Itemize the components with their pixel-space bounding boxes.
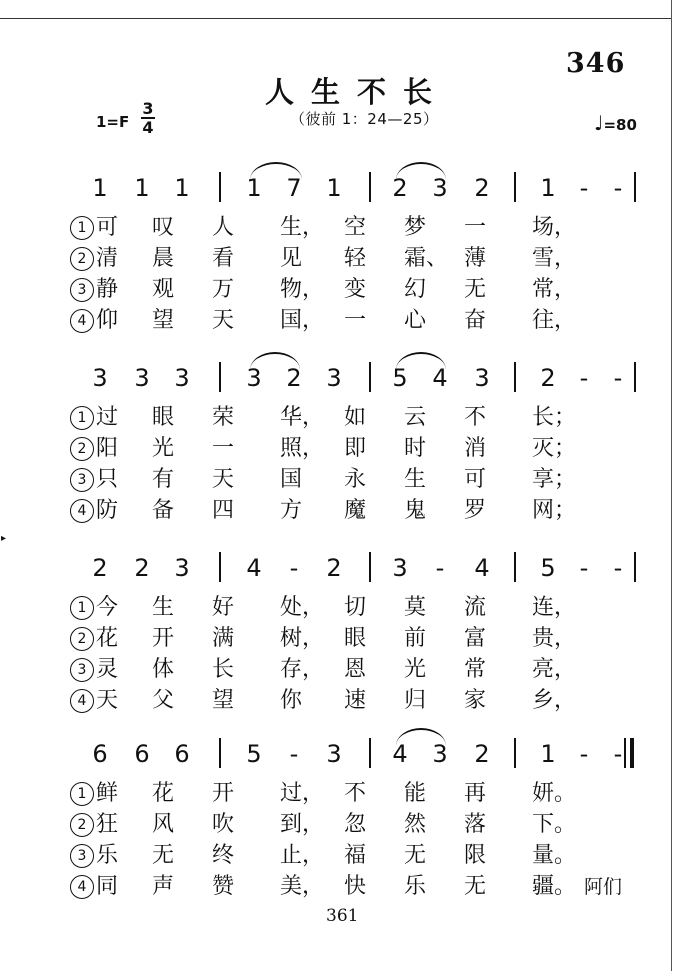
lyric-syllable: 国， [280,308,325,333]
note: 5 [246,740,262,768]
note: 1 [92,174,108,202]
lyric-syllable: 看 [212,246,235,271]
hymn-title: 人生不长 [265,75,450,109]
slur [396,352,446,370]
lyric-syllable: 观 [152,277,175,302]
lyric-syllable: 常， [532,277,577,302]
lyric-syllable: 晨 [152,246,175,271]
lyric-line-verse-3 [0,466,672,494]
bar-line [219,552,221,582]
final-bar-thin [624,738,626,768]
lyric-syllable: 无 [464,277,487,302]
page-number: 361 [326,906,359,926]
bar-line [514,738,516,768]
lyric-syllable: 眼 [152,405,175,430]
lyric-syllable: 贵， [532,626,577,651]
lyric-line-verse-1 [0,214,672,242]
lyric-syllable: 恩 [344,657,367,682]
bar-line [634,362,636,392]
lyric-syllable: 罗 [464,498,487,523]
lyric-syllable: 享； [532,467,577,492]
lyric-syllable: 连， [532,595,577,620]
lyric-syllable: 富 [464,626,487,651]
note: 6 [174,740,190,768]
lyric-syllable: 乐 [404,874,427,899]
note: 3 [432,174,448,202]
key-signature: 1=F [96,113,130,131]
lyric-line-verse-2 [0,625,672,653]
lyric-syllable: 一 [464,215,487,240]
staff-system-1 [0,168,672,208]
lyric-syllable: 方 [280,498,303,523]
verse-number: 4 [70,499,94,523]
lyric-syllable: 切 [344,595,367,620]
time-signature-bottom: 4 [142,118,154,137]
note: 3 [326,364,342,392]
lyric-syllable: 阳 [96,436,119,461]
note: 7 [286,174,302,202]
lyric-syllable: 鬼 [404,498,427,523]
lyric-syllable: 人 [212,215,235,240]
lyric-syllable: 灭； [532,436,577,461]
note: 6 [134,740,150,768]
bar-line [369,552,371,582]
lyric-syllable: 生 [152,595,175,620]
bar-line [514,172,516,202]
note: 3 [474,364,490,392]
lyric-syllable: 流 [464,595,487,620]
lyric-syllable: 灵 [96,657,119,682]
lyric-syllable: 光 [404,657,427,682]
verse-number: 3 [70,278,94,302]
note: 1 [326,174,342,202]
lyric-syllable: 风 [152,812,175,837]
lyric-syllable: 往， [532,308,577,333]
bar-line [219,738,221,768]
lyric-line-verse-3 [0,842,672,870]
verse-number: 2 [70,813,94,837]
note: 2 [540,364,556,392]
verse-number: 4 [70,875,94,899]
lyric-syllable: 不 [464,405,487,430]
lyric-syllable: 到， [280,812,325,837]
lyric-syllable: 即 [344,436,367,461]
lyric-syllable: 望 [152,308,175,333]
note: - [613,174,623,202]
staff-system-3 [0,548,672,588]
note: 2 [392,174,408,202]
lyric-syllable: 妍。 [532,781,577,806]
lyric-syllable: 防 [96,498,119,523]
note: - [613,364,623,392]
lyric-line-verse-2 [0,811,672,839]
quarter-note-icon: ♩ [594,111,604,135]
verse-number: 2 [70,437,94,461]
note: 3 [326,740,342,768]
lyric-syllable: 下。 [532,812,577,837]
lyric-syllable: 生 [404,467,427,492]
time-signature-top: 3 [142,99,154,118]
note: 3 [392,554,408,582]
lyric-syllable: 照， [280,436,325,461]
lyric-syllable: 梦 [404,215,427,240]
lyric-syllable: 无 [404,843,427,868]
lyric-syllable: 美， [280,874,325,899]
note: 1 [134,174,150,202]
bar-line [369,362,371,392]
lyric-syllable: 望 [212,688,235,713]
lyric-syllable: 薄 [464,246,487,271]
lyric-syllable: 雪， [532,246,577,271]
note: 4 [474,554,490,582]
lyric-syllable: 狂 [96,812,119,837]
lyric-syllable: 长 [212,657,235,682]
verse-number: 3 [70,468,94,492]
staff-system-2 [0,358,672,398]
final-bar-thick [630,738,634,768]
lyric-syllable: 时 [404,436,427,461]
lyric-syllable: 体 [152,657,175,682]
lyric-syllable: 开 [152,626,175,651]
lyric-syllable: 归 [404,688,427,713]
note: 4 [432,364,448,392]
lyric-syllable: 赞 [212,874,235,899]
lyric-syllable: 前 [404,626,427,651]
note: 2 [286,364,302,392]
lyric-syllable: 忽 [344,812,367,837]
lyric-syllable: 速 [344,688,367,713]
note: 2 [92,554,108,582]
lyric-syllable: 乐 [96,843,119,868]
note: - [435,554,445,582]
lyric-syllable: 量。 [532,843,577,868]
bar-line [219,172,221,202]
lyric-syllable: 仰 [96,308,119,333]
lyric-syllable: 声 [152,874,175,899]
lyric-syllable: 可 [96,215,119,240]
lyric-syllable: 然 [404,812,427,837]
scripture-reference: （彼前 1：24—25） [290,110,439,128]
verse-number: 2 [70,627,94,651]
lyric-syllable: 只 [96,467,119,492]
lyric-syllable: 限 [464,843,487,868]
lyric-syllable: 叹 [152,215,175,240]
lyric-syllable: 空 [344,215,367,240]
note: 1 [540,174,556,202]
bar-line [634,172,636,202]
verse-number: 1 [70,596,94,620]
tempo-marking [594,111,637,135]
note: - [579,364,589,392]
lyric-syllable: 莫 [404,595,427,620]
lyric-syllable: 心 [404,308,427,333]
lyric-line-verse-1 [0,594,672,622]
lyric-syllable: 变 [344,277,367,302]
note: 5 [392,364,408,392]
lyric-syllable: 亮， [532,657,577,682]
note: 1 [246,174,262,202]
lyric-syllable: 轻 [344,246,367,271]
bar-line [514,362,516,392]
lyric-syllable: 奋 [464,308,487,333]
lyric-syllable: 天 [212,308,235,333]
note: 5 [540,554,556,582]
lyric-line-verse-3 [0,656,672,684]
lyric-syllable: 你 [280,688,303,713]
bar-line [369,738,371,768]
bar-line [219,362,221,392]
lyric-syllable: 不 [344,781,367,806]
note: - [613,740,623,768]
lyric-syllable: 一 [344,308,367,333]
lyric-syllable: 快 [344,874,367,899]
lyric-syllable: 国 [280,467,303,492]
note: - [289,554,299,582]
time-signature [141,101,155,135]
lyric-syllable: 花 [96,626,119,651]
lyric-syllable: 开 [212,781,235,806]
note: 2 [134,554,150,582]
lyric-syllable: 一 [212,436,235,461]
top-border [0,18,672,19]
lyric-syllable: 魔 [344,498,367,523]
lyric-line-verse-4 [0,687,672,715]
lyric-syllable: 万 [212,277,235,302]
note: 3 [174,364,190,392]
lyric-syllable: 幻 [404,277,427,302]
lyric-syllable: 家 [464,688,487,713]
lyric-syllable: 常 [464,657,487,682]
lyric-syllable: 过 [96,405,119,430]
verse-number: 4 [70,309,94,333]
note: - [579,554,589,582]
note: 3 [174,554,190,582]
note: 2 [326,554,342,582]
note: 2 [474,174,490,202]
note: 6 [92,740,108,768]
verse-number: 3 [70,844,94,868]
verse-number: 1 [70,782,94,806]
lyric-line-verse-4 [0,307,672,335]
lyric-syllable: 云 [404,405,427,430]
note: 3 [134,364,150,392]
lyric-syllable: 父 [152,688,175,713]
lyric-line-verse-4 [0,497,672,525]
lyric-line-verse-4 [0,873,672,901]
lyric-syllable: 存， [280,657,325,682]
lyric-line-verse-1 [0,780,672,808]
note: - [579,174,589,202]
note: - [289,740,299,768]
amen-text: 阿们 [584,876,623,898]
lyric-syllable: 眼 [344,626,367,651]
note: - [579,740,589,768]
lyric-syllable: 网； [532,498,577,523]
slur [396,728,446,746]
lyric-syllable: 福 [344,843,367,868]
lyric-syllable: 过， [280,781,325,806]
lyric-syllable: 天 [212,467,235,492]
lyric-line-verse-2 [0,245,672,273]
lyric-syllable: 树， [280,626,325,651]
lyric-line-verse-2 [0,435,672,463]
staff-system-4 [0,734,672,774]
lyric-syllable: 无 [464,874,487,899]
lyric-syllable: 见 [280,246,303,271]
lyric-syllable: 满 [212,626,235,651]
lyric-syllable: 消 [464,436,487,461]
lyric-syllable: 华， [280,405,325,430]
lyric-syllable: 吹 [212,812,235,837]
verse-number: 2 [70,247,94,271]
lyric-syllable: 乡， [532,688,577,713]
slur [250,162,302,180]
note: 4 [246,554,262,582]
lyric-line-verse-3 [0,276,672,304]
bar-line [369,172,371,202]
lyric-syllable: 四 [212,498,235,523]
lyric-syllable: 永 [344,467,367,492]
hymn-number: 346 [566,48,626,79]
verse-number: 1 [70,406,94,430]
lyric-syllable: 备 [152,498,175,523]
lyric-syllable: 落 [464,812,487,837]
lyric-syllable: 好 [212,595,235,620]
lyric-syllable: 霜、 [404,246,449,271]
note: 3 [92,364,108,392]
lyric-syllable: 静 [96,277,119,302]
note: - [613,554,623,582]
verse-number: 4 [70,689,94,713]
note: 1 [174,174,190,202]
lyric-syllable: 长； [532,405,577,430]
lyric-syllable: 处， [280,595,325,620]
lyric-syllable: 鲜 [96,781,119,806]
note: 3 [432,740,448,768]
bar-line [514,552,516,582]
note: 3 [246,364,262,392]
slur [250,352,300,370]
lyric-syllable: 生， [280,215,325,240]
note: 2 [474,740,490,768]
lyric-syllable: 荣 [212,405,235,430]
tempo-value: =80 [603,116,637,134]
lyric-syllable: 疆。 [532,874,577,899]
bar-line [634,552,636,582]
lyric-syllable: 花 [152,781,175,806]
lyric-syllable: 如 [344,405,367,430]
lyric-syllable: 有 [152,467,175,492]
lyric-syllable: 再 [464,781,487,806]
slur [396,162,446,180]
margin-mark: ▸ [1,533,7,544]
note: 1 [540,740,556,768]
lyric-syllable: 物， [280,277,325,302]
lyric-syllable: 同 [96,874,119,899]
lyric-syllable: 场， [532,215,577,240]
lyric-syllable: 能 [404,781,427,806]
lyric-syllable: 今 [96,595,119,620]
lyric-syllable: 终 [212,843,235,868]
lyric-syllable: 清 [96,246,119,271]
lyric-syllable: 光 [152,436,175,461]
verse-number: 3 [70,658,94,682]
lyric-syllable: 无 [152,843,175,868]
verse-number: 1 [70,216,94,240]
lyric-syllable: 止， [280,843,325,868]
note: 4 [392,740,408,768]
lyric-syllable: 可 [464,467,487,492]
lyric-syllable: 天 [96,688,119,713]
lyric-line-verse-1 [0,404,672,432]
